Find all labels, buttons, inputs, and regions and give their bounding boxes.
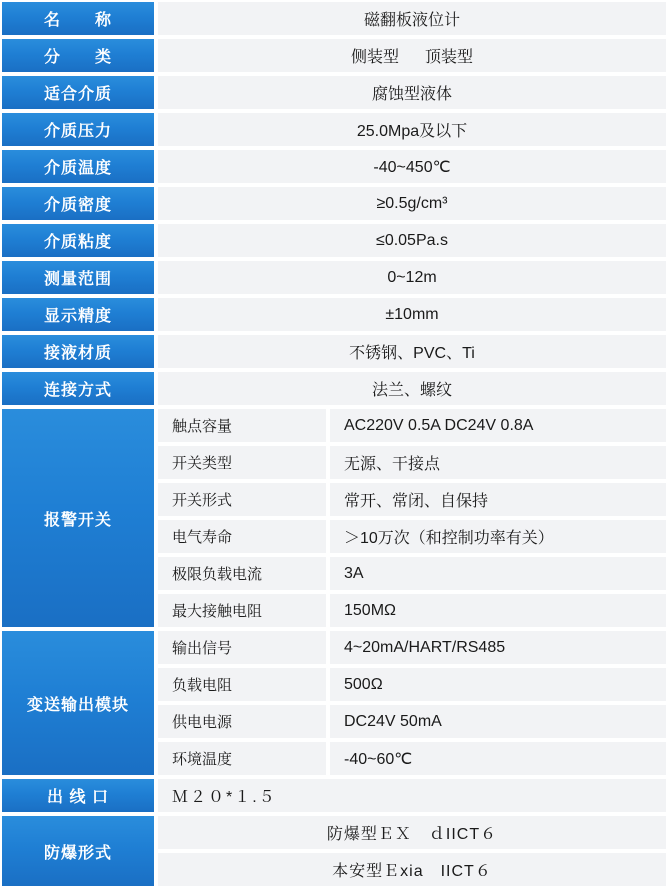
alarm-item-value-electrical-life: ＞10万次（和控制功率有关） [328, 518, 668, 555]
alarm-item-name-electrical-life: 电气寿命 [156, 518, 328, 555]
row-value-outlet: Ｍ２０*１.５ [156, 777, 668, 814]
row-label-range: 测量范围 [0, 259, 156, 296]
table-row [0, 0, 668, 37]
row-value-density: ≥0.5g/cm³ [156, 185, 668, 222]
table-row [0, 777, 668, 814]
alarm-item-name-switch-form: 开关形式 [156, 481, 328, 518]
row-value-medium: 腐蚀型液体 [156, 74, 668, 111]
row-value-connection: 法兰、螺纹 [156, 370, 668, 407]
table-row [0, 629, 668, 666]
classification-option-top: 顶装型 [425, 49, 474, 66]
row-value-name: 磁翻板液位计 [156, 0, 668, 37]
transmitter-item-name-power-supply: 供电电源 [156, 703, 328, 740]
table-row [0, 74, 668, 111]
table-row [0, 407, 668, 444]
alarm-item-name-switch-type: 开关类型 [156, 444, 328, 481]
group-label-alarm-switch: 报警开关 [0, 407, 156, 629]
row-label-outlet: 出 线 口 [0, 777, 156, 814]
row-value-viscosity: ≤0.05Pa.s [156, 222, 668, 259]
table-row [0, 222, 668, 259]
group-label-explosion-proof: 防爆形式 [0, 814, 156, 888]
row-label-pressure: 介质压力 [0, 111, 156, 148]
alarm-item-value-switch-form: 常开、常闭、自保持 [328, 481, 668, 518]
transmitter-item-value-power-supply: DC24V 50mA [328, 703, 668, 740]
row-label-density: 介质密度 [0, 185, 156, 222]
explosion-proof-value-exia: 本安型Ｅxia IICT６ [156, 851, 668, 888]
row-label-name: 名 称 [0, 0, 156, 37]
transmitter-item-value-ambient-temperature: -40~60℃ [328, 740, 668, 777]
row-label-viscosity: 介质粘度 [0, 222, 156, 259]
row-value-classification [156, 37, 668, 74]
row-label-wetted-material: 接液材质 [0, 333, 156, 370]
row-label-classification: 分 类 [0, 37, 156, 74]
row-value-range: 0~12m [156, 259, 668, 296]
explosion-proof-value-ex-d: 防爆型ＥＸ ｄIICT６ [156, 814, 668, 851]
alarm-item-name-limit-load-current: 极限负载电流 [156, 555, 328, 592]
table-row [0, 148, 668, 185]
alarm-item-value-max-contact-resistance: 150MΩ [328, 592, 668, 629]
table-row [0, 296, 668, 333]
transmitter-item-value-output-signal: 4~20mA/HART/RS485 [328, 629, 668, 666]
row-label-temperature: 介质温度 [0, 148, 156, 185]
alarm-item-name-max-contact-resistance: 最大接触电阻 [156, 592, 328, 629]
table-row [0, 111, 668, 148]
transmitter-item-name-output-signal: 输出信号 [156, 629, 328, 666]
row-value-accuracy: ±10mm [156, 296, 668, 333]
row-label-medium: 适合介质 [0, 74, 156, 111]
alarm-item-value-contact-capacity: AC220V 0.5A DC24V 0.8A [328, 407, 668, 444]
transmitter-item-name-load-resistance: 负载电阻 [156, 666, 328, 703]
table-row [0, 259, 668, 296]
alarm-item-value-switch-type: 无源、干接点 [328, 444, 668, 481]
alarm-item-name-contact-capacity: 触点容量 [156, 407, 328, 444]
row-label-connection: 连接方式 [0, 370, 156, 407]
alarm-item-value-limit-load-current: 3A [328, 555, 668, 592]
table-row [0, 37, 668, 74]
row-value-temperature: -40~450℃ [156, 148, 668, 185]
row-value-wetted-material: 不锈钢、PVC、Ti [156, 333, 668, 370]
table-row [0, 370, 668, 407]
group-label-transmitter-module: 变送输出模块 [0, 629, 156, 777]
row-label-accuracy: 显示精度 [0, 296, 156, 333]
transmitter-item-name-ambient-temperature: 环境温度 [156, 740, 328, 777]
row-value-pressure: 25.0Mpa及以下 [156, 111, 668, 148]
table-row [0, 185, 668, 222]
transmitter-item-value-load-resistance: 500Ω [328, 666, 668, 703]
table-row [0, 333, 668, 370]
table-row [0, 814, 668, 851]
classification-option-side: 侧装型 [350, 49, 399, 66]
